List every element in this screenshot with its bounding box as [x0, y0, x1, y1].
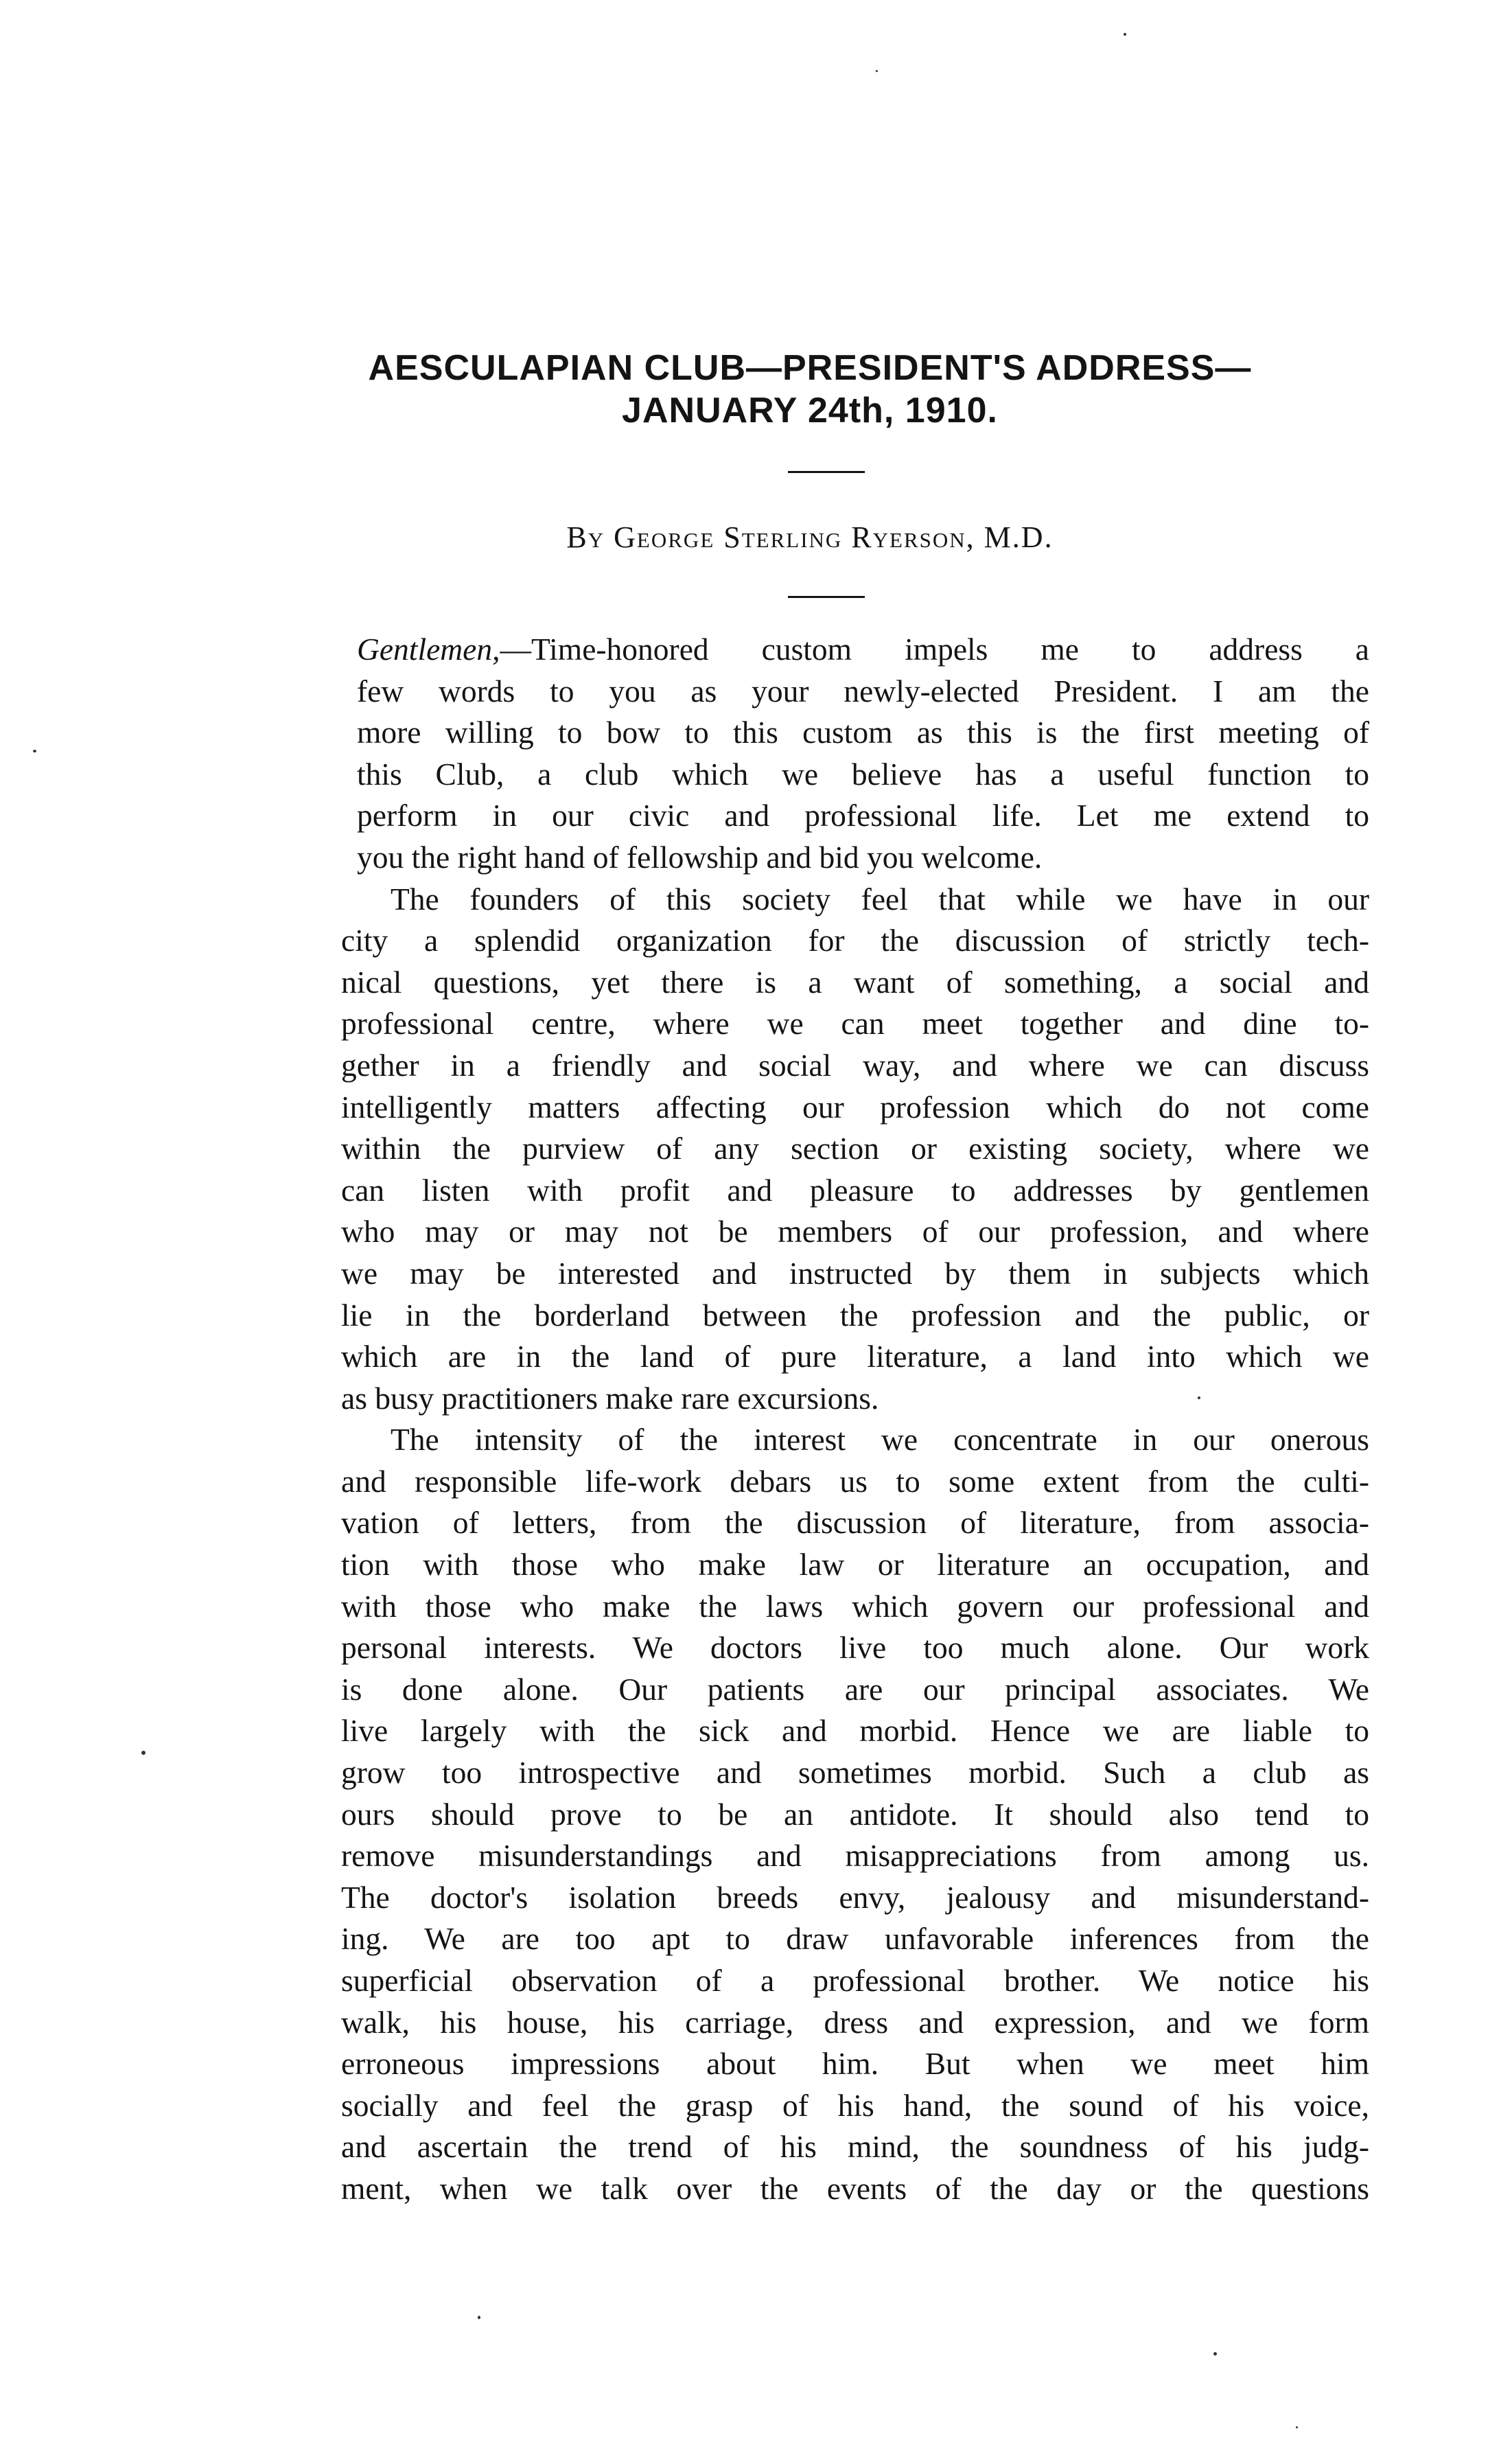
text-line: ours should prove to be an antidote. It should also tend to	[341, 1796, 1369, 1832]
scan-speck	[478, 2316, 480, 2319]
text-line: few words to you as your newly-elected President. I am the	[357, 673, 1369, 709]
scan-speck	[33, 750, 36, 752]
scan-speck	[1296, 2426, 1298, 2428]
text-line: ment, when we talk over the events of the day or the questions	[341, 2170, 1369, 2206]
text-line: live largely with the sick and morbid. Hence we are liable to	[341, 1713, 1369, 1749]
paragraph	[292, 879, 1369, 1420]
title-line-1: AESCULAPIAN CLUB—PRESIDENT'S ADDRESS—	[368, 348, 1252, 388]
author-byline: By George Sterling Ryerson, M.D.	[566, 520, 1054, 554]
text-line: which are in the land of pure literature, a land into which we	[341, 1339, 1369, 1374]
paragraph	[292, 1419, 1369, 2209]
scan-speck	[1198, 1396, 1200, 1399]
text-line: city a splendid organization for the discussion of strictly tech-	[341, 923, 1369, 958]
text-line: walk, his house, his carriage, dress and expression, and we form	[341, 2004, 1369, 2040]
title-divider	[788, 471, 865, 473]
text-line: more willing to bow to this custom as this is the first meeting of	[357, 715, 1369, 750]
text-line: personal interests. We doctors live too much alone. Our work	[341, 1630, 1369, 1666]
article-title	[288, 347, 1331, 432]
text-line: is done alone. Our patients are our principal associates. We	[341, 1671, 1369, 1707]
text-line: vation of letters, from the discussion of literature, from associa-	[341, 1505, 1369, 1541]
text-line: socially and feel the grasp of his hand, the sound of his voice,	[341, 2087, 1369, 2123]
text-line: Gentlemen,—Time-honored custom impels me to address a	[357, 632, 1369, 667]
text-line: as busy practitioners make rare excursions.	[341, 1380, 879, 1416]
text-line: The intensity of the interest we concentrate in our onerous	[391, 1422, 1369, 1458]
title-line-2: JANUARY 24th, 1910.	[622, 391, 998, 430]
text-line: ing. We are too apt to draw unfavorable inferences from the	[341, 1921, 1369, 1957]
text-line: and ascertain the trend of his mind, the soundness of his judg-	[341, 2129, 1369, 2165]
text-line: professional centre, where we can meet together and dine to-	[341, 1006, 1369, 1042]
text-line: tion with those who make law or literature an occupation, and	[341, 1547, 1369, 1583]
text-line: and responsible life-work debars us to some extent from the culti-	[341, 1463, 1369, 1499]
article-body	[292, 629, 1369, 2210]
text-line: can listen with profit and pleasure to addresses by gentlemen	[341, 1172, 1369, 1208]
byline-divider	[788, 596, 865, 598]
scan-speck	[1124, 33, 1126, 36]
scan-speck	[876, 70, 878, 72]
text-line: perform in our civic and professional life. Let me extend to	[357, 798, 1369, 833]
text-line: lie in the borderland between the profession and the public, or	[341, 1297, 1369, 1333]
text-line: erroneous impressions about him. But when we meet him	[341, 2046, 1369, 2082]
scan-speck	[1213, 2352, 1217, 2356]
text-line: who may or may not be members of our profession, and where	[341, 1214, 1369, 1250]
text-line: The founders of this society feel that while we have in our	[391, 881, 1369, 917]
paragraph	[292, 629, 1369, 879]
scan-speck	[141, 1751, 146, 1755]
text-line: grow too introspective and sometimes morbid. Such a club as	[341, 1755, 1369, 1791]
text-line: with those who make the laws which govern our professional and	[341, 1588, 1369, 1624]
text-line: intelligently matters affecting our profession which do not come	[341, 1089, 1369, 1125]
text-line: The doctor's isolation breeds envy, jealousy and misunderstand-	[341, 1879, 1369, 1915]
text-line: superficial observation of a professional brother. We notice his	[341, 1963, 1369, 1998]
salutation: Gentlemen,	[357, 632, 500, 667]
text-line: within the purview of any section or existing society, where we	[341, 1131, 1369, 1166]
text-line: gether in a friendly and social way, and where we can discuss	[341, 1047, 1369, 1083]
text-line: we may be interested and instructed by them in subjects which	[341, 1255, 1369, 1291]
text-line: this Club, a club which we believe has a useful function to	[357, 756, 1369, 792]
text-line: remove misunderstandings and misappreciations from among us.	[341, 1838, 1369, 1874]
text-line: nical questions, yet there is a want of something, a social and	[341, 964, 1369, 1000]
text-line: you the right hand of fellowship and bid you welcome.	[357, 839, 1043, 875]
